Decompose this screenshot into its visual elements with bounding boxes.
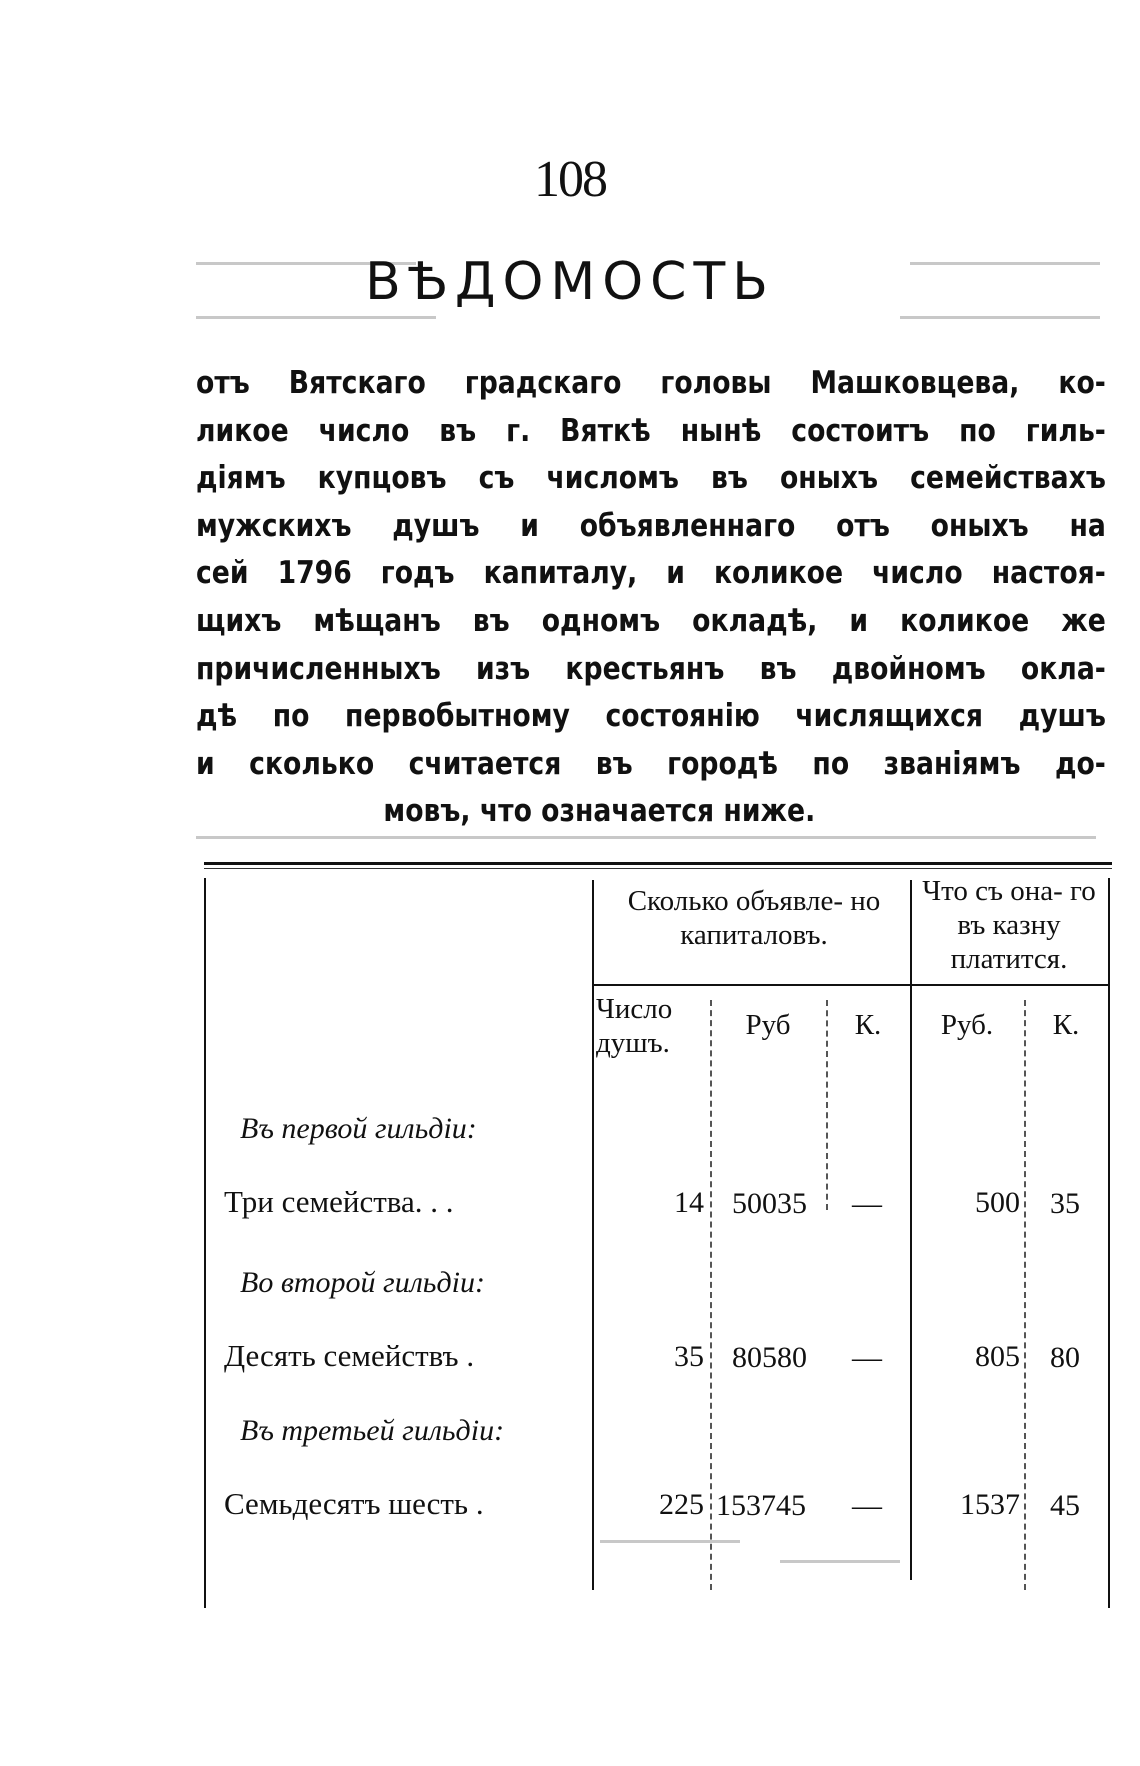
- bleed-through-smudge: [780, 1560, 900, 1563]
- cell-rub: 80580: [732, 1341, 807, 1374]
- bleed-through-smudge: [196, 836, 1096, 839]
- intro-paragraph: [196, 360, 1106, 836]
- intro-line: мовъ, что означается ниже.: [383, 793, 816, 830]
- header-rule: [592, 984, 1108, 986]
- document-title: ВѢДОМОСТЬ: [365, 252, 775, 312]
- cell-souls: 35: [674, 1340, 704, 1373]
- intro-line: и сколько считается въ городѣ по званіямъ до-: [196, 745, 1106, 782]
- table-top-rule: [204, 862, 1112, 865]
- guild-heading: Во второй гильдіи:: [240, 1266, 485, 1299]
- cell-tax-rub: 1537: [960, 1488, 1020, 1521]
- bleed-through-smudge: [196, 316, 436, 319]
- intro-line: мужскихъ душъ и объявленнаго отъ оныхъ на: [196, 507, 1106, 544]
- table-right-border: [1108, 878, 1110, 1608]
- cell-tax-kop: 45: [1050, 1489, 1080, 1522]
- cell-tax-kop: 35: [1050, 1187, 1080, 1220]
- cell-souls: 225: [659, 1488, 704, 1521]
- cell-souls: 14: [674, 1186, 704, 1219]
- cell-kop: —: [852, 1341, 882, 1374]
- intro-line: причисленныхъ изъ крестьянъ въ двойномъ окла-: [196, 650, 1106, 687]
- cell-tax-kop: 80: [1050, 1341, 1080, 1374]
- row-label: Десять семействъ .: [224, 1338, 475, 1373]
- guild-heading: Въ третьей гильдіи:: [240, 1414, 505, 1447]
- intro-line: сей 1796 годъ капиталу, и коликое число настоя-: [196, 555, 1106, 592]
- header-kop2: К.: [1052, 1009, 1080, 1041]
- cell-kop: —: [852, 1187, 882, 1220]
- cell-rub: 153745: [716, 1489, 806, 1522]
- header-rub: Руб: [745, 1009, 791, 1041]
- header-capital: Сколько объявле- но капиталовъ.: [627, 885, 881, 951]
- column-divider: [1024, 1000, 1026, 1590]
- header-treasury: Что съ она- го въ казну платится.: [922, 875, 1096, 975]
- table-left-border: [204, 878, 206, 1608]
- header-kop: К.: [854, 1009, 882, 1041]
- bleed-through-smudge: [600, 1540, 740, 1543]
- cell-rub: 50035: [732, 1187, 807, 1220]
- table-top-rule-thin: [204, 868, 1112, 869]
- header-souls: Число душъ.: [596, 993, 673, 1059]
- header-rub2: Руб.: [940, 1009, 994, 1041]
- intro-line: ликое число въ г. Вяткѣ нынѣ состоитъ по гиль-: [196, 412, 1106, 449]
- bleed-through-smudge: [900, 316, 1100, 319]
- intro-line: отъ Вятскаго градскаго головы Машковцева, ко-: [196, 365, 1106, 401]
- intro-line: дѣ по первобытному состоянію числящихся душъ: [196, 698, 1106, 735]
- column-divider: [592, 880, 594, 1590]
- page-number: 108: [534, 151, 606, 208]
- intro-line: діямъ купцовъ съ числомъ въ оныхъ семействахъ: [196, 460, 1106, 497]
- cell-tax-rub: 805: [975, 1340, 1020, 1373]
- cell-tax-rub: 500: [975, 1186, 1020, 1219]
- cell-kop: —: [852, 1489, 882, 1522]
- column-divider: [710, 1000, 712, 1590]
- intro-line: щихъ мѣщанъ въ одномъ окладѣ, и коликое же: [196, 602, 1106, 639]
- row-label: Три семейства. . .: [224, 1184, 454, 1219]
- row-label: Семьдесятъ шесть .: [224, 1486, 484, 1521]
- guild-heading: Въ первой гильдіи:: [240, 1112, 477, 1145]
